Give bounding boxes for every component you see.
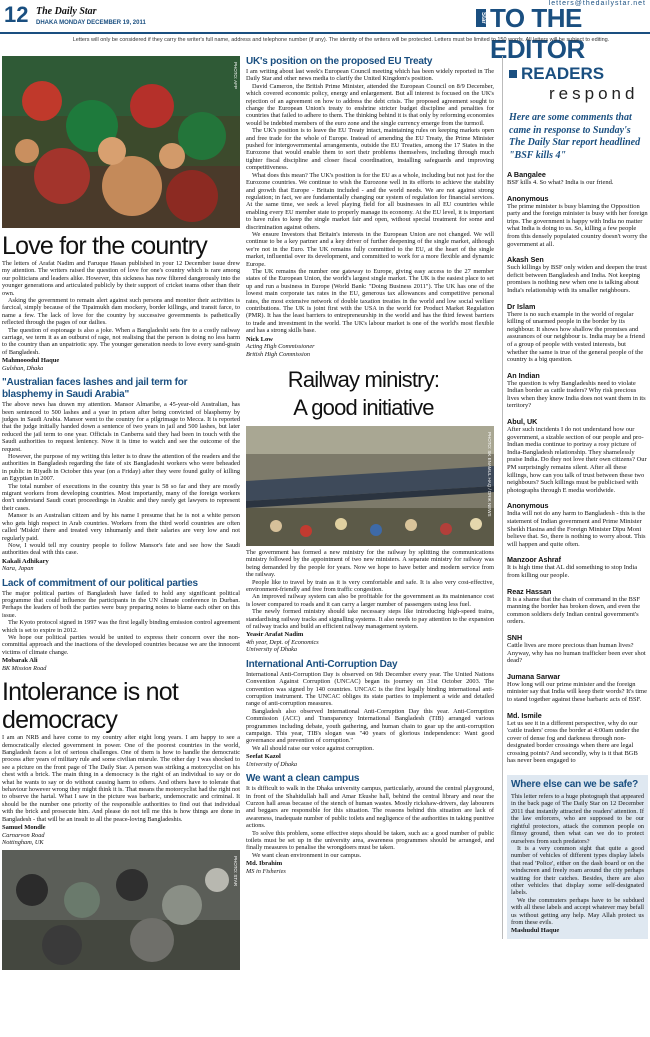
comment (507, 417, 648, 494)
love-paragraph: Asking the government to remain alert against such persons and monitor their activities is farcical, simply because of the Tipaimukh dam mockery, border killings, and transit farce, to name a few. The lack of love for the country by successive governments is pathetically reflected through the pages of our dailies. (2, 297, 240, 327)
comment-author: SNH (507, 632, 523, 642)
australia-paragraph: The above news has drawn my attention. Mansor Almaribe, a 45-year-old Australian, has been sentenced to 500 lashes and a year in prison after being convicted of blasphemy by judges in Saudi Arabia. Mansor went to the country for a pilgrimage to Mecca. It is reported that the judge initially handed down a sentence of two years in jail and 500 lashes, but later reduced the jail term to one year. Officials in Canberra said they had been in touch with the Saudi authorities to request leniency. Now it is time to watch and see the outcome of the request. (2, 401, 240, 453)
love-author: Mahmooodul Haque (2, 357, 60, 365)
eu-paragraph: The UK remains the number one gateway to Europe, giving easy access to the 27 member states of the European Union, the world's largest single market. The UK is the easiest place to set up and run a business in Europe (World Bank: "Doing Business 2011"). The UK has one of the lowest main corporate tax rates in the EU, generous tax allowances and competitive personal rates, the most extensive network of double taxation treaties in the world and low social welfare contributions. The UK is joint first with the USA in the world for Product Market Regulation (PMR). It has the least barriers to entrepreneurship in the world and has the third fewest barriers to trade and investment in the world. The UK's labour market is one of the world's most flexible and has a strong skills base. (246, 267, 494, 335)
climate-paragraph: The major political parties of Bangladesh have failed to hold any significant political programme that could influence the participants in the UN climate conference in Durban. Perhaps the leaders of both the parties were busy preparing notes to blame each other on this issue. (2, 589, 240, 619)
comment-text: How long will our prime minister and the foreign minister say that India will keep their words? It's time to stand together against these barbaric acts of BSF. (507, 680, 647, 703)
anticorruption-place: University of Dhaka (246, 760, 298, 768)
campus-place: MS in Fisheries (246, 867, 286, 875)
safety-paragraph: This letter refers to a huge photograph that appeared in the back page of The Daily Star on 12 December 2011 that instantly attracted the readers' attention. If the law enforcers, who are supposed to be our rightful protectors, attack the common people on flimsy ground, then what can we do to protect ourselves from such predators? (511, 793, 644, 845)
intolerance-author: Samuel Mondle (2, 824, 46, 832)
masthead: The Daily Star (36, 6, 97, 17)
comment-text: The prime minister is busy blaming the Opposition party and the foreign minister is busy with her foreign trips. The government is happy with India no matter what India is doing to us. So, killing a few people from this densely populated country doesn't worry the government at all. (507, 202, 648, 248)
railway-author: Yeasir Arafat Nadim (246, 631, 304, 639)
left-column (2, 56, 240, 970)
comment (507, 170, 648, 187)
comment-author: An Indian (507, 370, 540, 380)
railway-paragraph: An improved railway system can also be profitable for the government as its maintenance cost is lower compared to roads and it can carry a larger number of passengers using less fuel. (246, 593, 494, 608)
anticorruption-paragraph: International Anti-Corruption Day is observed on 9th December every year. The United Nations Convention Against Corruption (UNCAC) began its journey on 31st October 2003. The convention was signed by 140 countries. UNCAC is the first legally binding international anti-corruption instrument. The UNCAC obliges its state parties to implement a wide and detailed range of anti-corruption measures. (246, 670, 494, 708)
dateline: DHAKA MONDAY DECEMBER 19, 2011 (36, 20, 146, 26)
comment-text: Cattle lives are more precious than human lives? Anyway, why has no human trafficker been ever shot dead? (507, 641, 646, 665)
protest-photo (2, 850, 240, 970)
comment-text: BSF kills 4. So what? India is our friend. (507, 179, 614, 186)
crowd-photo (2, 56, 240, 228)
climate-paragraph: We hope our political parties would be united to express their concern over the non-committal approach and the inactions of the developed countries because we are the innocent victims of climate change. (2, 634, 240, 656)
letters-policy: Letters will only be considered if they carry the writer's full name, address and telephone number (if any). The identity of the writers will be protected. Letters must be limited to 150 words. All letters will be subject to editing. (72, 37, 610, 43)
eu-paragraph: What does this mean? The UK's position is for the EU as a whole, including but not just for the Eurozone countries. We continue to wish the Eurozone well in its efforts to achieve the stability and growth that Europe - Britain included - and the world needs. We are not against strong regulation; in fact, we are fundamentally changing our system of regulation for financial services. At the same time, we seek a level playing field for all businesses in all EU countries while enabling every EU member state to properly manage its economy. At the EU level, it is important to have rules to keep the single market fair and open, without special treatment for some and discrimination against others. (246, 171, 494, 231)
love-place: Gulshan, Dhaka (2, 364, 44, 372)
comment (507, 302, 648, 364)
comment-text: India will not do any harm to Bangladesh - this is the statement of Indian government and Prime Minister Sheikh Hasina and the Foreign Minister Dipu Moni believe that. So, there is nothing to worry about. This will happen and quite often. (507, 510, 646, 548)
comment-text: It is a shame that the chain of command in the BSF manning the border has broken down, and even the common soldiers defy Indian central government's orders. (507, 595, 641, 626)
comment-text: Let us see it in a different perspective, why do our 'cattle traders' cross the border at 4:00am under the cover of dense fog and darkness through non-designated border crossings when there are legal crossing points? And secondly, why is it that BGB has never been engaged to (507, 719, 640, 765)
readers-respond-header (507, 62, 648, 108)
railway-place: University of Dhaka (246, 646, 298, 654)
australia-headline: "Australian faces lashes and jail term for blasphemy in Saudi Arabia" (2, 377, 188, 401)
eu-paragraph: We ensure Investors that Britain's interests in the European Union are not changed. We will continue to be a key partner and a key driver of further deepening of the single market, although we're not in the Euro. The UK remains fully committed to the EU, at the heart of the single market, influential over its development, and committed to work for a more flexible and dynamic Europe. (246, 230, 494, 268)
railway-place: 4th year, Dept. of Economics (246, 638, 319, 646)
comment-author: A Bangalee (507, 170, 546, 179)
climate-place: BK Mission Road (2, 664, 47, 672)
comment-author: Akash Sen (507, 255, 544, 265)
climate-author: Mobarak Ali (2, 657, 38, 665)
anticorruption-paragraph: Bangladesh also observed International Anti-Corruption Day this year. Anti-Corruption Commission (ACC) and Transparency International Bangladesh (TIB) arranged various programmes including debate, youth gathering, and human chain to gear up the anti-corruption campaign. This year, TIB's slogan was "40 years of glorious independence: Want good governance and prevention of corruption." (246, 707, 494, 745)
love-paragraph: The question of espionage is also a joke. When a Bangladeshi sets fire to a costly railway carriage, we term it as an outburst of rage, not realising that the person is doing no less harm to the country than an unpatriotic spy. The younger generation needs to love every sand-grain of Bangladesh. (2, 326, 240, 356)
intolerance-paragraph: I am an NRB and have come to my country after eight long years. I am happy to see a democratically elected government in power. One of the poorest countries in the world, Bangladesh faces a lot of serious challenges. One of them is how to handle the democratic process after years of military rule and some civilian misrule. The other day I was shocked to see a picture on the front page of The Daily Star. A person was striking a motorcyclist on his chest with a brick. The main thing in a democracy is the right of an individual to say or do what he wants to say or do without causing harm to others. And others have to tolerate that behaviour however wrong they might think it is. That means the motorcyclist had the right not to observe the hartal. What I saw in the picture was barbaric, undemocratic and criminal. It should be the number one priority of the responsible authorities to find out that individual with the brick and prosecute him. And please do not tell me this is how things are done in Bangladesh - that will be an insult to all the peace-loving Bangladeshis. (2, 734, 240, 823)
eu-headline: UK's position on the proposed EU Treaty (246, 56, 433, 67)
middle-column (246, 56, 494, 875)
anticorruption-headline: International Anti-Corruption Day (246, 658, 398, 670)
campus-author: Md. Ibrahim (246, 860, 283, 868)
comment (507, 587, 648, 626)
safety-author: Mashudul Haque (511, 927, 560, 935)
australia-paragraph: Mansor is an Australian citizen and by his name I presume that he is not a white person who gets high respect in Arab countries. Workers from the third world countries are often called 'Miskin' there and treated very inhumanly and their salaries are very low and not regularly paid. (2, 512, 240, 542)
section-title: TO THE EDITOR (490, 3, 585, 64)
comment-author: Reaz Hassan (507, 586, 552, 596)
comment (507, 672, 648, 704)
railway-paragraph: People like to travel by train as it is very comfortable and safe. It is also very cost-effective, environment-friendly and free from traffic congestion. (246, 578, 494, 593)
star-logo: Star (476, 9, 486, 27)
railway-block (246, 366, 494, 546)
comment (507, 501, 648, 548)
safety-paragraph: It is a very common sight that quite a good number of vehicles of different types display labels that read 'Police', either on the dash board or on the windscreen and freely roam around the city perhaps waiting for their catches. Besides, there are also other vehicles that display some self-designated labels. (511, 844, 644, 897)
campus-headline: We want a clean campus (246, 773, 360, 785)
campus-paragraph: It is difficult to walk in the Dhaka university campus, particularly, around the central playground, in front of the Shahidullah hall and Amar Ekushe hall, behind the central library and near the Curzon hall areas because of the stench of human wastes. Mostly rickshaw-drivers, day labourers and beggars are responsible for this situation. The reasons behind this situation are lack of awareness, inadequate number of public toilets and negligence of the authorities in taking punitive actions. (246, 785, 494, 830)
climate-headline: Lack of commitment of our political parties (2, 577, 198, 589)
love-headline: Love for the country (2, 232, 207, 260)
photo-credit: PHOTO: AFP (233, 62, 238, 89)
cricket-fans-image (2, 56, 240, 228)
railway-paragraph: The government has formed a new ministry for the railway by splitting the communications ministry followed by the appointment of two new ministers. A separate ministry for railway was being demanded by the people for years. Now we hope to have better and modern service from the railway. (246, 548, 494, 579)
eu-author: Nick Low (246, 335, 273, 343)
australia-paragraph: The total number of executions in the country this year is 58 so far and they are mostly migrant workers from developing countries. Most importantly, many of the foreign workers don't understand Saudi court proceedings in Arabic and they rarely get lawyers to represent their cases. (2, 482, 240, 512)
comment (507, 371, 648, 410)
comment-author: Anonymous (507, 193, 549, 203)
eu-paragraph: I am writing about last week's European Council meeting which has been widely reported in The Daily Star and other news media to clarify the United Kingdom's position. (246, 68, 494, 83)
comment (507, 255, 648, 294)
comment-author: Manzoor Ashraf (507, 555, 562, 565)
comment-author: Anonymous (507, 501, 549, 511)
readers-title: READERS (521, 64, 605, 83)
railway-headline: A good initiative (293, 394, 434, 420)
eu-paragraph: David Cameron, the British Prime Minister, attended the European Council on 8/9 December, which covered economic policy, energy and enlargement. But all interest is focused on the UK's rejection of an agreement on how to address the debt crisis. The proposed agreement sought to change the European Union's treaty to enshrine stricter budget discipline and penalties for countries that failed to adhere to them. The thinking behind it is that only by reforming economies would be indebted members of the euro zone and the single currency emerge from the turmoil. (246, 82, 494, 127)
comment-author: Abul, UK (507, 417, 538, 427)
comment-text: There is no such example in the world of regular killing of unarmed people in the border by its neighbour. It shows how shallow the promises and assurances of our neighbour is. India may be a friend of a group of people with vested interests, but whether the same is true of the general people of the country is a big question. (507, 310, 645, 364)
comment (507, 633, 648, 665)
comment-author: Md. Ismile (507, 710, 542, 720)
railway-photo (246, 426, 494, 546)
intolerance-headline: Intolerance is not democracy (2, 678, 178, 735)
safety-paragraph: We the commuters perhaps have to be subdued with all these labels and accept whatever may befall us without getting any help. May Allah protect us from these evils. (511, 896, 644, 926)
australia-place: Nara, Japan (2, 565, 34, 573)
climate-paragraph: The Kyoto protocol signed in 1997 was the first legally binding emission control agreement which is set to expire in 2012. (2, 619, 240, 634)
australia-author: Kakali Adhikary (2, 557, 49, 565)
comment (507, 555, 648, 579)
comment (507, 711, 648, 766)
photo-credit: PHOTO: STAR (233, 856, 238, 887)
comment-author: Jumana Sarwar (507, 671, 561, 681)
australia-paragraph: Now, I would tell my country people to follow Mansor's fate and see how the Saudi authorities deal with this case. (2, 541, 240, 557)
page-number: 12 (4, 2, 29, 27)
anticorruption-paragraph: We all should raise our voice against corruption. (252, 744, 374, 752)
intolerance-place: Nottingham, UK (2, 838, 44, 846)
comment-text: Such killings by BSF only widen and deepen the trust deficit between Bangladesh and India. Not keeping promises is nothing new when one is talking about India's relationship with its smaller neighbours. (507, 264, 647, 294)
readers-subtitle: respond (549, 84, 639, 103)
railway-headline: Railway ministry: (287, 366, 440, 392)
readers-respond-column (502, 56, 648, 939)
eu-paragraph: The UK's position is to leave the EU Treaty intact, maintaining rules on keeping markets open and free trade for the whole of Europe. Instead of amending the EU Treaty, the Prime Minister pushed for intergovernmental arrangements, outside the EU Treaties, among the 17 States in the Eurozone that would enable them to sort their problems themselves, including through much tighter fiscal discipline and closer fiscal coordination, installing safeguards and improving competitiveness. (246, 127, 494, 172)
square-icon (509, 70, 517, 78)
railway-paragraph: The newly formed ministry should take necessary steps like introducing high-speed trains, standardising railway tracks and signalling systems. It also needs to pay attention to the expansion of railway tracks and build an efficient railway management system. (246, 608, 494, 630)
train-crowd-image (246, 426, 494, 546)
photo-credit: PHOTO: SK ENAMUL HAQ / DRIK NEWS (487, 431, 492, 517)
comment (507, 194, 648, 249)
comment-text: After such incidents I do not understand how our government, a sizable section of our people and pro-Indian media continue to portray a rosy picture of India-Bangladesh relationship. They shamelessly praise India. Do they not love their own citizens? Our PM surprisingly remains silent. After all these killings, how can you talk of trust between these two neighbours? Such killings must be publicised with photographs through E media worldwide. (507, 426, 647, 494)
safety-letter (507, 775, 648, 939)
intolerance-place: Carnarvon Road (2, 831, 45, 839)
australia-paragraph: However, the purpose of my writing this letter is to draw the attention of the readers and the authorities in Bangladesh regarding the fate of six Bangladeshi workers who were beheaded in public in Riyadh in October this year (on a Friday) after they were found guilty of killing an Egyptian in 2007. (2, 453, 240, 483)
eu-title: Acting High Commissioner (246, 343, 315, 351)
editor-email[interactable]: letters@thedailystar.net (548, 0, 646, 7)
comment-author: Dr Islam (507, 301, 536, 311)
protest-image (2, 850, 240, 970)
readers-intro: Here are some comments that came in response to Sunday's The Daily Star report headlined "BSF kills 4" (509, 112, 641, 161)
eu-title: British High Commission (246, 350, 311, 358)
anticorruption-author: Seefat Kazol (246, 753, 281, 761)
campus-paragraph: We want clean environment in our campus. (252, 851, 362, 859)
safety-headline: Where else can we be safe? (511, 779, 639, 791)
campus-paragraph: To solve this problem, some effective steps should be taken, such as: a good number of public toilets must be set up in the university area, awareness programmes should be arranged, and finally measures to penalise the wrongdoers must be taken. (246, 829, 494, 852)
love-paragraph: The letters of Arafat Nadim and Faruque Hasan published in your 12 December issue drew my attention. The writers raised the question of love for one's country which is rare among our politicians and leaders alike. However, this sickness has now filtered dangerously into the younger generations and articulated publicly by their support of cricket teams other than their own. (2, 260, 240, 297)
comment-text: The question is why Bangladeshis need to violate Indian border as cattle traders? Why risk precious lives when they know India does not want them in its territory? (507, 379, 646, 410)
comment-text: It is high time that AL did something to stop India from killing our people. (507, 564, 638, 579)
